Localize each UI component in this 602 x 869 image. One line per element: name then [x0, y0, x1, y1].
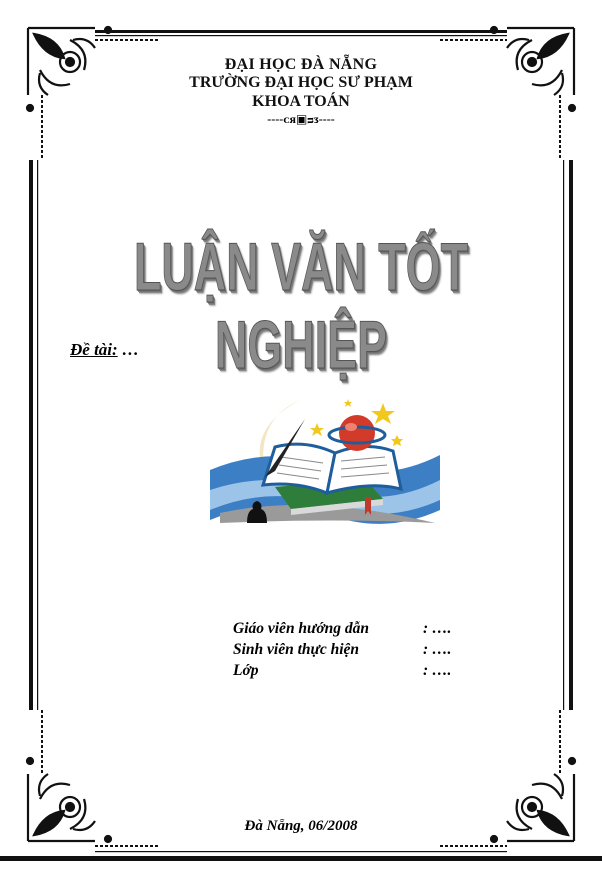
- student-value: : ….: [423, 641, 452, 658]
- class-label: Lớp: [233, 662, 259, 679]
- thesis-title: [0, 228, 602, 384]
- topic-label: Đề tài:: [70, 340, 118, 359]
- faculty-name: KHOA TOÁN: [252, 93, 350, 110]
- class-row: [233, 662, 451, 680]
- supervisor-label: Giáo viên hướng dẫn: [233, 620, 370, 637]
- topic-line: [70, 340, 139, 360]
- ornament-divider: ----ᴄᴙ▣ᴝᴣ----: [267, 112, 335, 126]
- supervisor-value: : ….: [423, 620, 452, 637]
- school-name: TRƯỜNG ĐẠI HỌC SƯ PHẠM: [189, 74, 413, 91]
- supervisor-row: [233, 620, 451, 638]
- place-date: Đà Nẵng, 06/2008: [244, 818, 358, 834]
- book-globe-clipart: [205, 395, 445, 540]
- student-row: [233, 641, 451, 659]
- university-name: ĐẠI HỌC ĐÀ NẴNG: [224, 56, 378, 73]
- student-label: Sinh viên thực hiện: [233, 641, 359, 658]
- topic-value: …: [117, 340, 139, 359]
- class-value: : ….: [423, 662, 452, 679]
- thesis-title-text: LUẬN VĂN TỐT NGHIỆP: [133, 229, 469, 383]
